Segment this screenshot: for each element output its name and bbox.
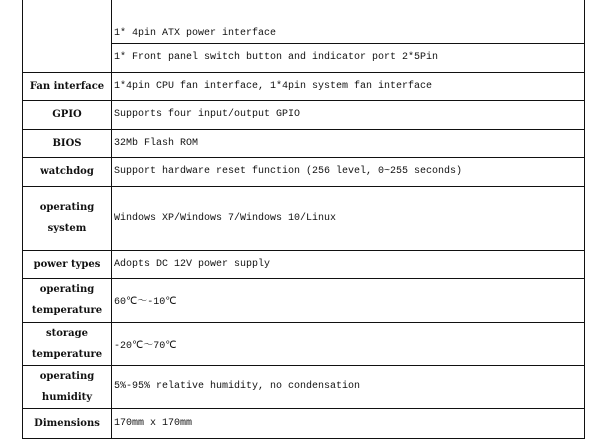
spec-value: Windows XP/Windows 7/Windows 10/Linux: [112, 186, 585, 250]
spec-value: Adopts DC 12V power supply: [112, 250, 585, 278]
spec-value: Support hardware reset function (256 level, 0~255 seconds): [112, 157, 585, 186]
spec-value: 60℃～-10℃: [112, 278, 585, 322]
spec-label: watchdog: [23, 157, 112, 186]
spec-label: operating humidity: [23, 365, 112, 408]
spec-label: operating system: [23, 186, 112, 250]
spec-value: Supports four input/output GPIO: [112, 100, 585, 129]
spec-label: Fan interface: [23, 72, 112, 100]
spec-label: Dimensions: [23, 408, 112, 438]
spec-value: -20℃～70℃: [112, 322, 585, 365]
spec-value-front-panel: 1* Front panel switch button and indicator port 2*5Pin: [112, 43, 585, 72]
spec-value: 1*4pin CPU fan interface, 1*4pin system fan interface: [112, 72, 585, 100]
spec-label: GPIO: [23, 100, 112, 129]
spec-label-empty: [23, 0, 112, 72]
spec-value: 170mm x 170mm: [112, 408, 585, 438]
spec-value: 32Mb Flash ROM: [112, 129, 585, 157]
spec-label: operating temperature: [23, 278, 112, 322]
spec-value-atx-power: 1* 4pin ATX power interface: [112, 0, 585, 43]
spec-label: BIOS: [23, 129, 112, 157]
spec-label: power types: [23, 250, 112, 278]
spec-value: 5%-95% relative humidity, no condensation: [112, 365, 585, 408]
spec-label: storage temperature: [23, 322, 112, 365]
spec-table: [22, 0, 585, 439]
